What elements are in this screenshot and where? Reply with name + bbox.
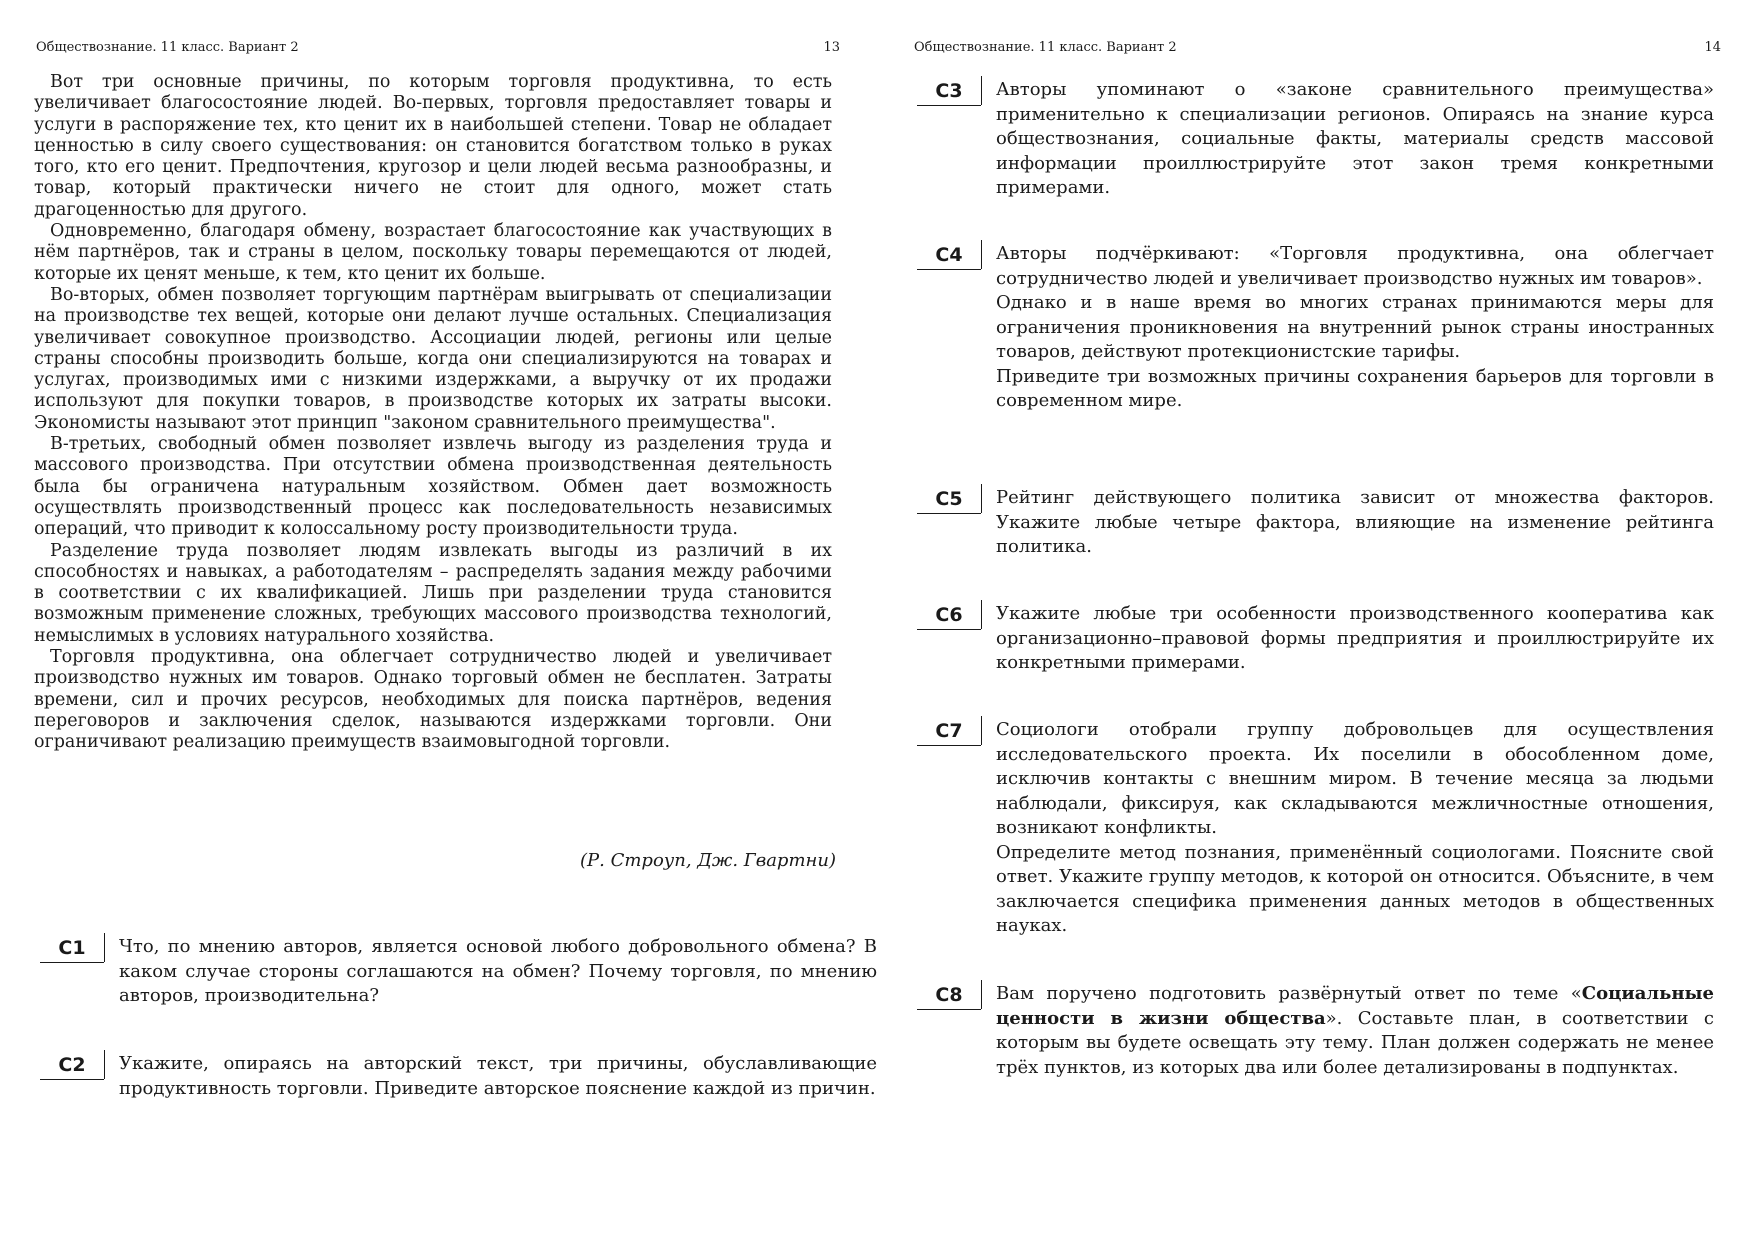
task-divider [104,933,105,962]
task-text-part: Вам поручено подготовить развёрнутый ответ по теме « [996,983,1582,1004]
task-label: C5 [917,486,981,514]
task-divider [981,716,982,745]
article-paragraph: Торговля продуктивна, она облегчает сотрудничество людей и увеличивает производство нужных им товаров. Однако торговый обмен не бесплатен. Затраты времени, сил и прочих ресурсов, необходимых для поиска партнёров, ведения переговоров и заключения сделок, называются издержками торговли. Они ограничивают реализацию преимуществ взаимовыгодной торговли. [34,647,832,753]
task-paragraph: Рейтинг действующего политика зависит от множества факторов. Укажите любые четыре фактора, влияющие на изменение рейтинга политика. [996,487,1714,557]
article-paragraph: Разделение труда позволяет людям извлекать выгоды из различий в их способностях и навыках, а работодателям – распределять задания между рабочими в соответствии с их квалификацией. Лишь при разделении труда становится возможным применение сложных, требующих массового производства технологий, немыслимых в условиях натурального хозяйства. [34,540,832,646]
task-text [119,935,877,1009]
article-paragraph: В-третьих, свободный обмен позволяет извлечь выгоду из разделения труда и массового производства. При отсутствии обмена производственная деятельность была бы ограничена натуральным хозяйством. Обмен дает возможность осуществлять производственный процесс как последовательность независимых операций, что приводит к колоссальному росту производительности труда. [34,434,832,540]
article-source: (Р. Строуп, Дж. Гвартни) [580,850,836,871]
task-label: C2 [40,1052,104,1080]
task-text-part: ». Составьте план, в соответствии с которым вы будете освещать эту тему. План должен содержать не менее трёх пунктов, из которых два или более детализированы в подпунктах. [996,1007,1714,1078]
article-paragraph: Одновременно, благодаря обмену, возрастает благосостояние как участвующих в нём партнёров, так и страны в целом, поскольку товары перемещаются от людей, которые их ценят меньше, к тем, кто ценит их больше. [34,221,832,284]
task-text [119,1052,877,1101]
task-text [996,78,1714,201]
source-text [34,72,832,754]
task-label: C4 [917,242,981,270]
task-label: C7 [917,718,981,746]
right-page [877,0,1754,1239]
article-paragraph: Во-вторых, обмен позволяет торгующим партнёрам выигрывать от специализации на производстве тех вещей, которые они делают лучше остальных. Специализация увеличивает совокупное производство. Ассоциации людей, регионы или целые страны способны производить больше, когда они специализируются на товарах и услугах, производимых ими с низкими издержками, а выручку от их продажи используют для покупки товаров, в производстве которых их затраты высоки. Экономисты называют этот принцип "законом сравнительного преимущества". [34,284,832,433]
header-title: Обществознание. 11 класс. Вариант 2 [36,40,299,55]
task-text [996,242,1714,414]
task-paragraph: Укажите, опираясь на авторский текст, три причины, обуславливающие продуктивность торговли. Приведите авторское пояснение каждой из причин. [119,1053,877,1099]
page-number: 14 [1704,40,1721,55]
task-paragraph: Что, по мнению авторов, является основой любого добровольного обмена? В каком случае стороны соглашаются на обмен? Почему торговля, по мнению авторов, производительна? [119,936,877,1006]
task-divider [981,600,982,629]
page-header [36,40,840,55]
task-text [996,982,1714,1080]
task-divider [104,1050,105,1079]
task-divider [981,76,982,105]
article-paragraph: Вот три основные причины, по которым торговля продуктивна, то есть увеличивает благосостояние людей. Во-первых, торговля предоставляет товары и услуги в распоряжение тех, кто ценит их в наибольшей степени. Товар не обладает ценностью в силу своего существования: он становится богатством только в руках того, кто его ценит. Предпочтения, кругозор и цели людей весьма разнообразны, и товар, который практически ничего не стоит для одного, может стать драгоценностью для другого. [34,72,832,220]
task-divider [981,980,982,1009]
task-label: C6 [917,602,981,630]
task-text [996,602,1714,676]
task-label: C3 [917,78,981,106]
page-header [914,40,1721,55]
task-paragraph: Социологи отобрали группу добровольцев для осуществления исследовательского проекта. Их поселили в обособленном доме, исключив контакты с внешним миром. В течение месяца за людьми наблюдали, фиксируя, как складываются межличностные отношения, возникают конфликты. [996,719,1714,838]
task-paragraph: Авторы упоминают о «законе сравнительного преимущества» применительно к специализации регионов. Опираясь на знание курса обществознания, социальные факты, материалы средств массовой информации проиллюстрируйте этот закон тремя конкретными примерами. [996,79,1714,198]
task-paragraph [996,982,1714,1080]
page-number: 13 [823,40,840,55]
task-paragraph: Однако и в наше время во многих странах принимаются меры для ограничения проникновения на внутренний рынок страны иностранных товаров, действуют протекционистские тарифы. [996,292,1714,362]
task-topic-bold: Социальные ценности в жизни общества [996,983,1714,1029]
task-paragraph: Приведите три возможных причины сохранения барьеров для торговли в современном мире. [996,365,1714,411]
task-paragraph: Определите метод познания, применённый социологами. Поясните свой ответ. Укажите группу методов, к которой он относится. Объясните, в чем заключается специфика применения данных методов в общественных науках. [996,841,1714,936]
task-text [996,486,1714,560]
task-divider [981,484,982,513]
task-paragraph: Укажите любые три особенности производственного кооператива как организационно–правовой формы предприятия и проиллюстрируйте их конкретными примерами. [996,603,1714,673]
task-divider [981,240,982,269]
header-title: Обществознание. 11 класс. Вариант 2 [914,40,1177,55]
task-label: C1 [40,935,104,963]
task-paragraph: Авторы подчёркивают: «Торговля продуктивна, она облегчает сотрудничество людей и увеличивает производство нужных им товаров». [996,243,1714,289]
task-text [996,718,1714,939]
task-label: C8 [917,982,981,1010]
